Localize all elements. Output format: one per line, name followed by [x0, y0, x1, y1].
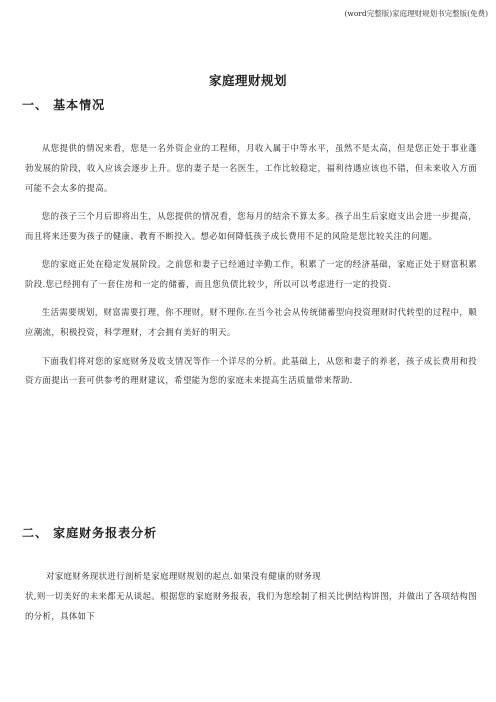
- section-heading-basic-info: 一、 基本情况: [22, 98, 106, 112]
- paragraph: 下面我们将对您的家庭财务及收支情况等作一个详尽的分析。此基础上，从您和妻子的养老，孩子成长费用和投资方面提出一套可供参考的理财建议，希望能为您的家庭未来提高生活质量带来帮助.: [25, 355, 477, 386]
- paragraph: 您的家庭正处在稳定发展阶段。之前您和妻子已经通过辛勤工作，积累了一定的经济基础，家庭正处于财富积累阶段.您已经拥有了一套住房和一定的储蓄，而且您负债比较少，所以可以考虑进行一定的投资.: [25, 259, 477, 289]
- paragraph: [25, 567, 477, 626]
- section-basic-info-body: [25, 139, 477, 391]
- section-heading-financial-analysis: 二、 家庭财务报表分析: [22, 526, 158, 540]
- paragraph: 生活需要规划，财富需要打理，你不理财，财不理你.在当今社会从传统储蓄型向投资理财时代转型的过程中，顺应潮流，积极投资，科学理财，才会拥有美好的明天。: [25, 307, 477, 338]
- paragraph: 您的孩子三个月后即将出生，从您提供的情况看，您每月的结余不算太多。孩子出生后家庭支出会进一步提高，而且将来还要为孩子的健康、教育不断投入。想必如何降低孩子成长费用不足的风险是您比较关注的问题。: [25, 210, 477, 241]
- section-financial-analysis-body: [25, 567, 477, 626]
- document-title: 家庭理财规划: [208, 73, 287, 88]
- paragraph-line: 对家庭财务现状进行剖析是家庭理财规划的起点.如果没有健康的财务现: [46, 571, 322, 581]
- paragraph-line: 状,则一切美好的未来都无从谈起。根据您的家庭财务报表，我们为您绘制了相关比例结构饼图，并做出了各项结构图的分析，具体如下: [25, 590, 477, 621]
- page-header-note: (word完整版)家庭理财规划书完整版(免费): [344, 9, 488, 18]
- paragraph: 从您提供的情况来看，您是一名外资企业的工程师，月收入属于中等水平，虽然不是太高，但是您正处于事业蓬勃发展的阶段，收入应该会逐步上升。您的妻子是一名医生，工作比较稳定，福利待遇应该也不错，但未来收入方面可能不会太多的提高。: [25, 143, 477, 193]
